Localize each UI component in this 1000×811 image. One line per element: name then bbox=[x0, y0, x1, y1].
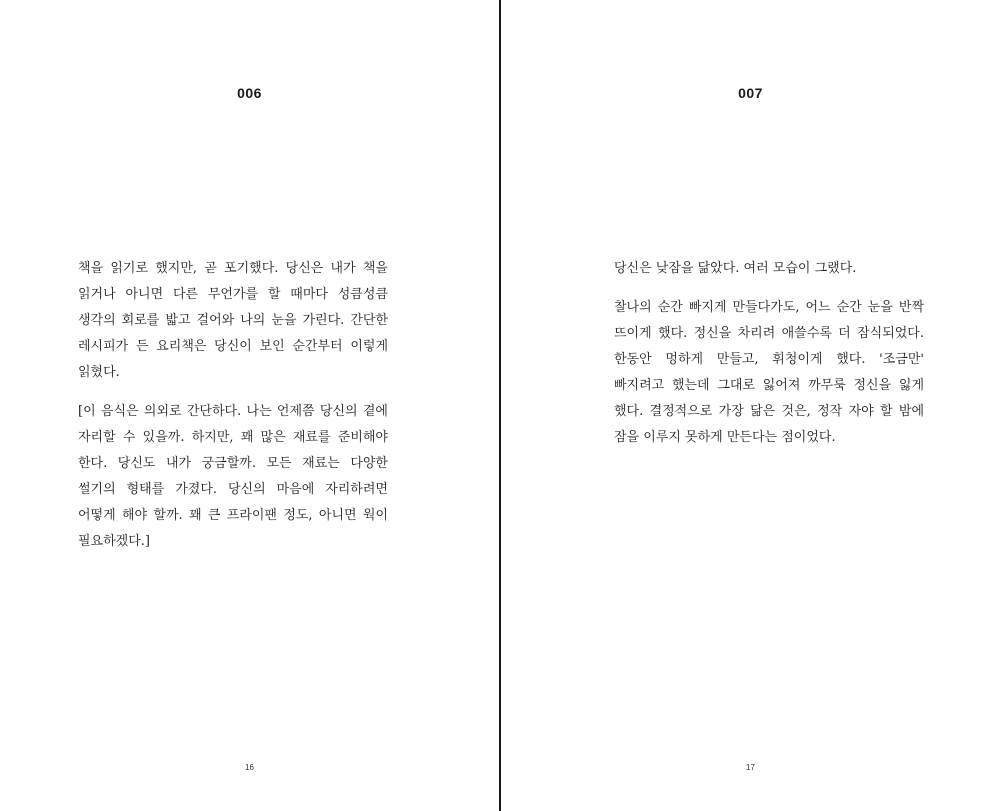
body-paragraph: 책을 읽기로 했지만, 곧 포기했다. 당신은 내가 책을 읽거나 아니면 다른 무언가를 할 때마다 성큼성큼 생각의 회로를 밟고 걸어와 나의 눈을 가린다. 간단한 레시피가 든 요리책은 당신이 보인 순간부터 이렇게 읽혔다. bbox=[78, 261, 388, 380]
page-body bbox=[614, 256, 924, 464]
body-paragraph: [이 음식은 의외로 간단하다. 나는 언제쯤 당신의 곁에 자리할 수 있을까. 하지만, 꽤 많은 재료를 준비해야 한다. 당신도 내가 궁금할까. 모든 재료는 다양한 썰기의 형태를 가졌다. 당신의 마음에 자리하려면 어떻게 해야 할까. 꽤 큰 프라이팬 정도, 아니면 웍이 필요하겠다.] bbox=[78, 404, 388, 549]
body-paragraph: 찰나의 순간 빠지게 만들다가도, 어느 순간 눈을 반짝 뜨이게 했다. 정신을 차리려 애쓸수록 더 잠식되었다. 한동안 멍하게 만들고, 휘청이게 했다. '조금만' 빠지려고 했는데 그대로 잃어져 까무룩 정신을 잃게 했다. 결정적으로 가장 닮은 것은, 정작 자야 할 밤에 잠을 이루지 못하게 만든다는 점이었다. bbox=[614, 300, 924, 445]
chapter-number: 006 bbox=[237, 85, 262, 101]
left-page bbox=[0, 0, 499, 811]
page-body bbox=[78, 256, 388, 568]
right-page bbox=[501, 0, 1000, 811]
body-paragraph: 당신은 낮잠을 닮았다. 여러 모습이 그랬다. bbox=[614, 261, 857, 276]
page-number: 16 bbox=[245, 763, 254, 772]
page-number: 17 bbox=[746, 763, 755, 772]
chapter-number: 007 bbox=[738, 85, 763, 101]
